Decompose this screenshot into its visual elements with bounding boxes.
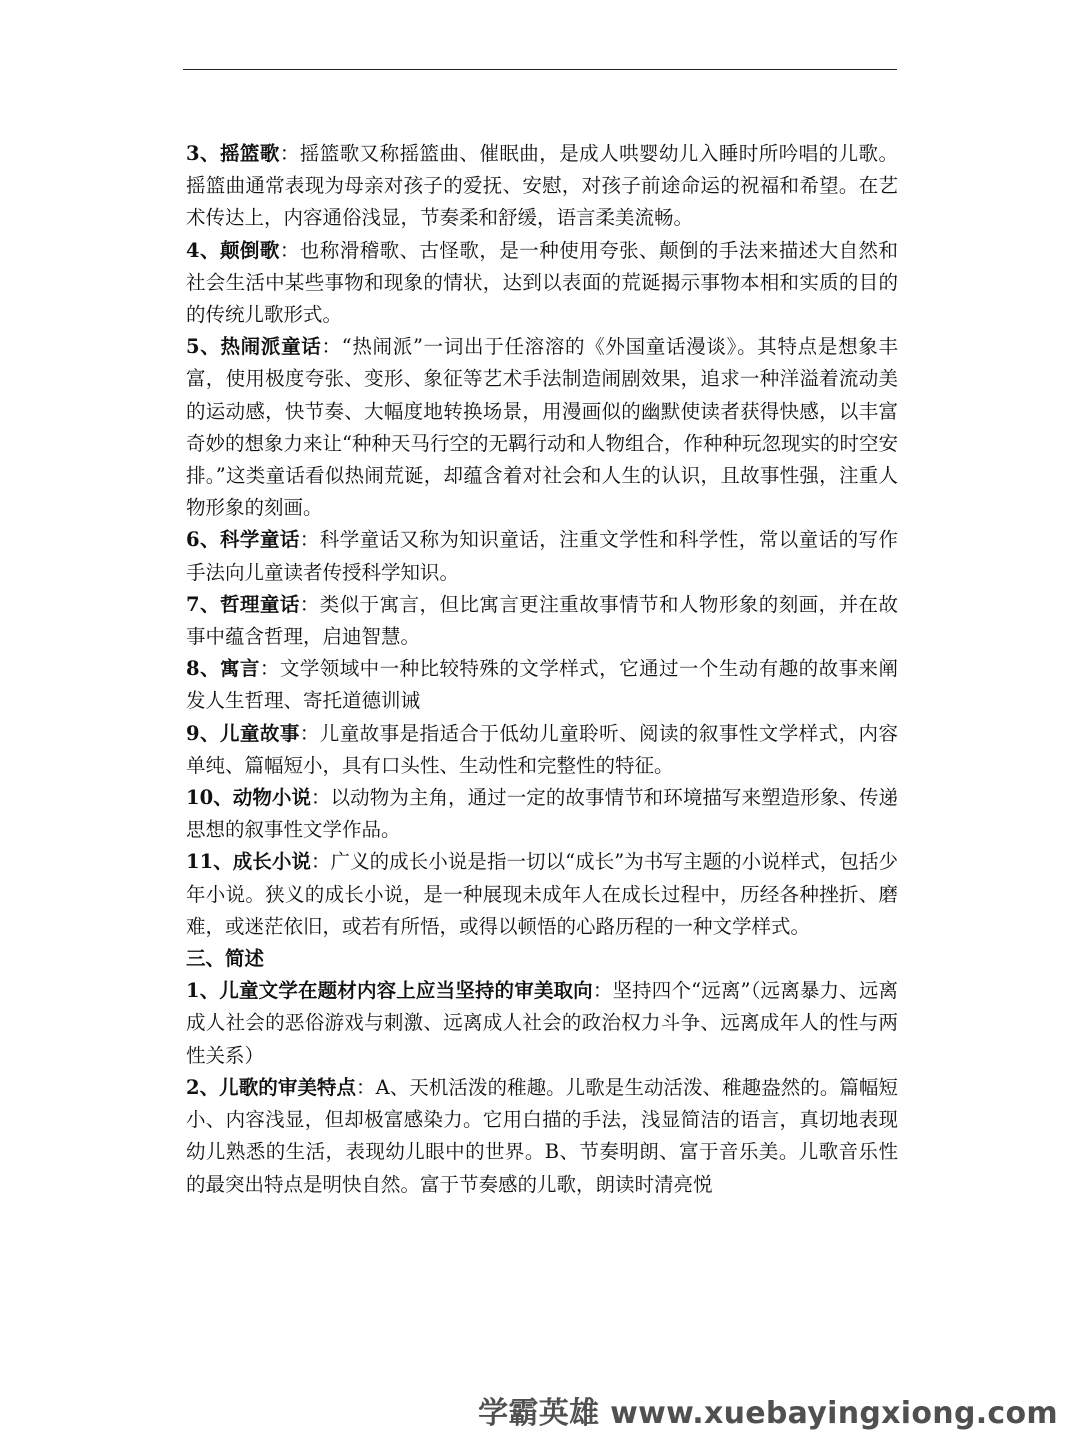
term-definition: ：类似于寓言，但比寓言更注重故事情节和人物形象的刻画，并在故事中蕴含哲理，启迪智慧。 (186, 592, 898, 649)
short-answer-item (186, 975, 898, 1072)
term-title: 7、哲理童话 (186, 592, 300, 616)
question-title: 2、儿歌的审美特点 (186, 1075, 357, 1099)
term-item-science-fairy-tale (186, 524, 898, 588)
term-item-fable (186, 653, 898, 717)
term-title: 4、颠倒歌 (186, 238, 280, 262)
term-item-animal-novel (186, 782, 898, 846)
term-title: 9、儿童故事 (186, 721, 300, 745)
term-title: 5、热闹派童话 (186, 335, 322, 359)
term-item-coming-of-age-novel (186, 846, 898, 943)
term-title: 11、成长小说 (186, 850, 311, 874)
term-definition: ：广义的成长小说是指一切以“成长”为书写主题的小说样式，包括少年小说。狭义的成长小说，是一种展现未成年人在成长过程中，历经各种挫折、磨难，或迷茫依旧，或若有所悟，或得以顿悟的心路历程的一种文学样式。 (186, 850, 898, 938)
term-item-topsy-turvy-song (186, 235, 898, 332)
term-definition: ：摇篮歌又称摇篮曲、催眠曲，是成人哄婴幼儿入睡时所吟唱的儿歌。摇篮曲通常表现为母亲对孩子的爱抚、安慰，对孩子前途命运的祝福和希望。在艺术传达上，内容通俗浅显，节奏柔和舒缓，语言柔美流畅。 (186, 142, 898, 230)
term-definition: ：以动物为主角，通过一定的故事情节和环境描写来塑造形象、传递思想的叙事性文学作品。 (186, 786, 898, 842)
answer-text: ：坚持四个“远离”（远离暴力、远离成人社会的恶俗游戏与刺激、远离成人社会的政治权力斗争、远离成年人的性与两性关系） (186, 979, 898, 1067)
term-item-lively-fairy-tale (186, 331, 898, 524)
term-definition: ：科学童话又称为知识童话，注重文学性和科学性，常以童话的写作手法向儿童读者传授科学知识。 (186, 528, 898, 584)
term-title: 3、摇篮歌 (186, 142, 280, 165)
short-answer-item (186, 1072, 898, 1201)
term-definition: ：儿童故事是指适合于低幼儿童聆听、阅读的叙事性文学样式，内容单纯、篇幅短小，具有口头性、生动性和完整性的特征。 (186, 721, 898, 777)
term-definition: ：也称滑稽歌、古怪歌，是一种使用夸张、颠倒的手法来描述大自然和社会生活中某些事物和现象的情状，达到以表面的荒诞揭示事物本相和实质的目的的传统儿歌形式。 (186, 238, 898, 327)
header-rule (183, 69, 897, 70)
term-title: 8、寓言 (186, 657, 260, 681)
term-definition: ：文学领域中一种比较特殊的文学样式，它通过一个生动有趣的故事来阐发人生哲理、寄托道德训诫 (186, 657, 898, 713)
section-heading: 三、简述 (186, 947, 265, 971)
site-watermark: 学霸英雄 www.xuebayingxiong.com (478, 1396, 1058, 1431)
term-item-philosophical-fairy-tale (186, 589, 898, 653)
document-body (186, 138, 898, 1201)
question-title: 1、儿童文学在题材内容上应当坚持的审美取向 (186, 979, 593, 1003)
term-title: 10、动物小说 (186, 786, 312, 810)
term-title: 6、科学童话 (186, 528, 300, 552)
term-item-lullaby (186, 138, 898, 235)
term-item-children-story (186, 718, 898, 782)
answer-text: ：A、天机活泼的稚趣。儿歌是生动活泼、稚趣盎然的。篇幅短小、内容浅显，但却极富感染力。它用白描的手法，浅显简洁的语言，真切地表现幼儿熟悉的生活，表现幼儿眼中的世界。B、节奏明朗、富于音乐美。儿歌音乐性的最突出特点是明快自然。富于节奏感的儿歌，朗读时清亮悦 (186, 1075, 898, 1196)
term-definition: ：“热闹派”一词出于任溶溶的《外国童话漫谈》。其特点是想象丰富，使用极度夸张、变形、象征等艺术手法制造闹剧效果，追求一种洋溢着流动美的运动感，快节奏、大幅度地转换场景，用漫画似的幽默使读者获得快感，以丰富奇妙的想象力来让“种种天马行空的无羁行动和人物组合，作种种玩忽现实的时空安排。”这类童话看似热闹荒诞，却蕴含着对社会和人生的认识，且故事性强，注重人物形象的刻画。 (186, 335, 898, 520)
